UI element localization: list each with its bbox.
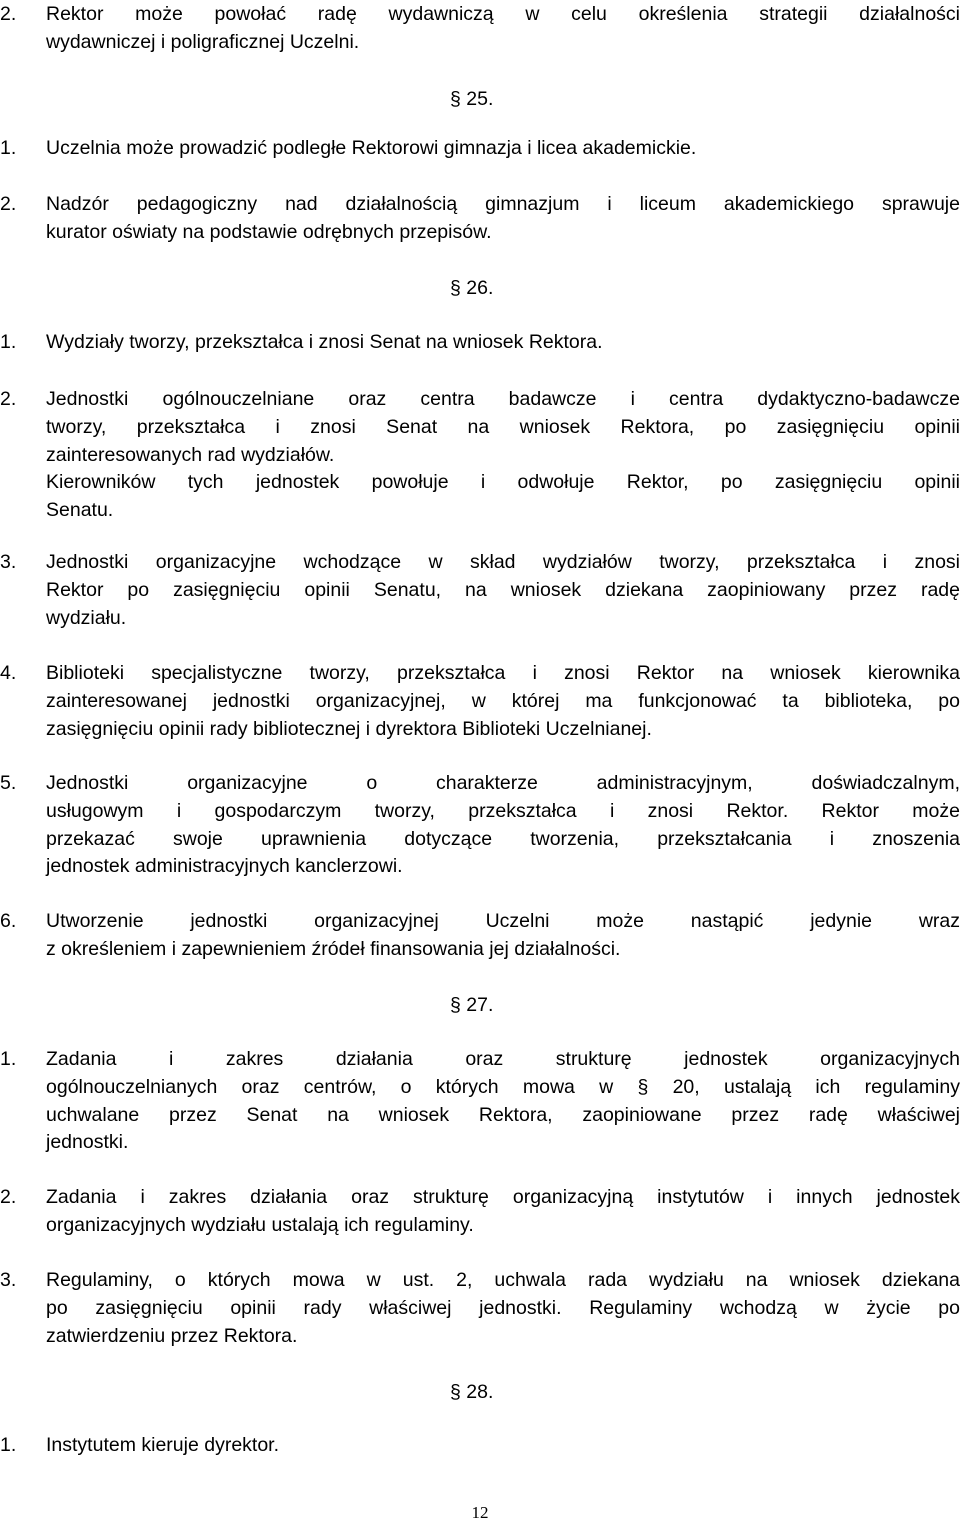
- paragraph-text: Zadania i zakres działania oraz strukturę organizacyjną instytutów i innych jednostek: [46, 1186, 960, 1208]
- paragraph-number: 1.: [0, 1048, 17, 1070]
- paragraph-line: [0, 415, 960, 439]
- paragraph-text: Nadzór pedagogiczny nad działalnością gimnazjum i liceum akademickiego sprawuje: [46, 193, 960, 215]
- paragraph-text: Rektor może powołać radę wydawniczą w celu określenia strategii działalności: [46, 3, 960, 25]
- paragraph-line: [0, 1047, 960, 1071]
- paragraph-text: jednostek administracyjnych kanclerzowi.: [46, 855, 403, 878]
- paragraph-text: zainteresowanych rad wydziałów.: [46, 443, 335, 466]
- paragraph-text: Jednostki organizacyjne wchodzące w skład wydziałów tworzy, przekształca i znosi: [46, 551, 960, 573]
- paragraph-text: tworzy, przekształca i znosi Senat na wniosek Rektora, po zasięgnięciu opinii: [46, 415, 960, 438]
- paragraph-number: 2.: [0, 3, 17, 25]
- paragraph-text: Uczelnia może prowadzić podległe Rektorowi gimnazja i licea akademickie.: [46, 137, 697, 159]
- section-heading: § 27.: [450, 994, 494, 1016]
- paragraph-line: [0, 192, 960, 216]
- section-heading: § 25.: [450, 88, 494, 110]
- paragraph-text: z określeniem i zapewnieniem źródeł finansowania jej działalności.: [46, 937, 621, 960]
- paragraph-text: kurator oświaty na podstawie odrębnych przepisów.: [46, 220, 492, 243]
- paragraph-line: [0, 30, 960, 54]
- paragraph-line: [0, 1296, 960, 1320]
- section-heading: § 26.: [450, 277, 494, 299]
- paragraph-text: wydawniczej i poligraficznej Uczelni.: [46, 30, 360, 53]
- paragraph-text: Jednostki ogólnouczelniane oraz centra badawcze i centra dydaktyczno-badawcze: [46, 388, 960, 410]
- paragraph-number: 1.: [0, 1434, 17, 1456]
- paragraph-number: 6.: [0, 910, 17, 932]
- paragraph-number: 3.: [0, 551, 17, 573]
- paragraph-number: 1.: [0, 331, 17, 353]
- paragraph-text: zainteresowanej jednostki organizacyjnej, w której ma funkcjonować ta biblioteka, po: [46, 689, 960, 712]
- paragraph-line: [0, 717, 960, 741]
- paragraph-line: [0, 1103, 960, 1127]
- paragraph-line: [0, 854, 960, 878]
- paragraph-line: [0, 1324, 960, 1348]
- paragraph-text: po zasięgnięciu opinii rady właściwej jednostki. Regulaminy wchodzą w życie po: [46, 1296, 960, 1319]
- section-heading: § 28.: [450, 1381, 494, 1403]
- paragraph-line: [0, 1433, 960, 1457]
- paragraph-number: 1.: [0, 137, 17, 159]
- paragraph-line: [0, 330, 960, 354]
- paragraph-text: ogólnouczelnianych oraz centrów, o których mowa w § 20, ustalają ich regulaminy: [46, 1075, 960, 1098]
- paragraph-line: [0, 1268, 960, 1292]
- paragraph-text: Regulaminy, o których mowa w ust. 2, uchwala rada wydziału na wniosek dziekana: [46, 1269, 960, 1291]
- paragraph-line: [0, 1213, 960, 1237]
- paragraph-line: [0, 443, 960, 467]
- paragraph-line: [0, 1185, 960, 1209]
- paragraph-text: usługowym i gospodarczym tworzy, przekształca i znosi Rektor. Rektor może: [46, 799, 960, 822]
- paragraph-line: [0, 606, 960, 630]
- paragraph-line: [0, 689, 960, 713]
- paragraph-text: jednostki.: [46, 1131, 129, 1154]
- paragraph-line: [0, 827, 960, 851]
- paragraph-number: 2.: [0, 193, 17, 215]
- paragraph-line: [0, 2, 960, 26]
- paragraph-text: organizacyjnych wydziału ustalają ich regulaminy.: [46, 1213, 474, 1236]
- paragraph-line: [0, 1075, 960, 1099]
- paragraph-number: 2.: [0, 388, 17, 410]
- paragraph-number: 3.: [0, 1269, 17, 1291]
- paragraph-line: [0, 771, 960, 795]
- paragraph-text: Utworzenie jednostki organizacyjnej Uczelni może nastąpić jedynie wraz: [46, 910, 960, 932]
- paragraph-number: 5.: [0, 772, 17, 794]
- paragraph-text: Jednostki organizacyjne o charakterze administracyjnym, doświadczalnym,: [46, 772, 960, 794]
- paragraph-text: zasięgnięciu opinii rady bibliotecznej i dyrektora Biblioteki Uczelnianej.: [46, 717, 652, 740]
- paragraph-text: wydziału.: [46, 606, 127, 629]
- paragraph-line: [0, 578, 960, 602]
- page-number: 12: [471, 1503, 489, 1522]
- paragraph-line: [0, 909, 960, 933]
- paragraph-text: zatwierdzeniu przez Rektora.: [46, 1324, 298, 1347]
- paragraph-line: [0, 661, 960, 685]
- paragraph-line: [0, 799, 960, 823]
- paragraph-line: [0, 498, 960, 522]
- paragraph-line: [0, 470, 960, 494]
- paragraph-line: [0, 1130, 960, 1154]
- paragraph-line: [0, 220, 960, 244]
- paragraph-number: 2.: [0, 1186, 17, 1208]
- paragraph-text: Rektor po zasięgnięciu opinii Senatu, na wniosek dziekana zaopiniowany przez radę: [46, 578, 960, 601]
- paragraph-text: Zadania i zakres działania oraz strukturę jednostek organizacyjnych: [46, 1048, 960, 1070]
- paragraph-line: [0, 136, 960, 160]
- paragraph-line: [0, 550, 960, 574]
- paragraph-line: [0, 937, 960, 961]
- paragraph-line: [0, 387, 960, 411]
- paragraph-text: Wydziały tworzy, przekształca i znosi Senat na wniosek Rektora.: [46, 331, 603, 353]
- paragraph-text: Kierowników tych jednostek powołuje i odwołuje Rektor, po zasięgnięciu opinii: [46, 471, 960, 494]
- paragraph-text: przekazać swoje uprawnienia dotyczące tworzenia, przekształcania i znoszenia: [46, 827, 960, 850]
- paragraph-number: 4.: [0, 662, 17, 684]
- paragraph-text: Biblioteki specjalistyczne tworzy, przekształca i znosi Rektor na wniosek kierownika: [46, 662, 960, 684]
- paragraph-text: uchwalane przez Senat na wniosek Rektora, zaopiniowane przez radę właściwej: [46, 1103, 960, 1126]
- paragraph-text: Instytutem kieruje dyrektor.: [46, 1434, 280, 1456]
- paragraph-text: Senatu.: [46, 499, 114, 522]
